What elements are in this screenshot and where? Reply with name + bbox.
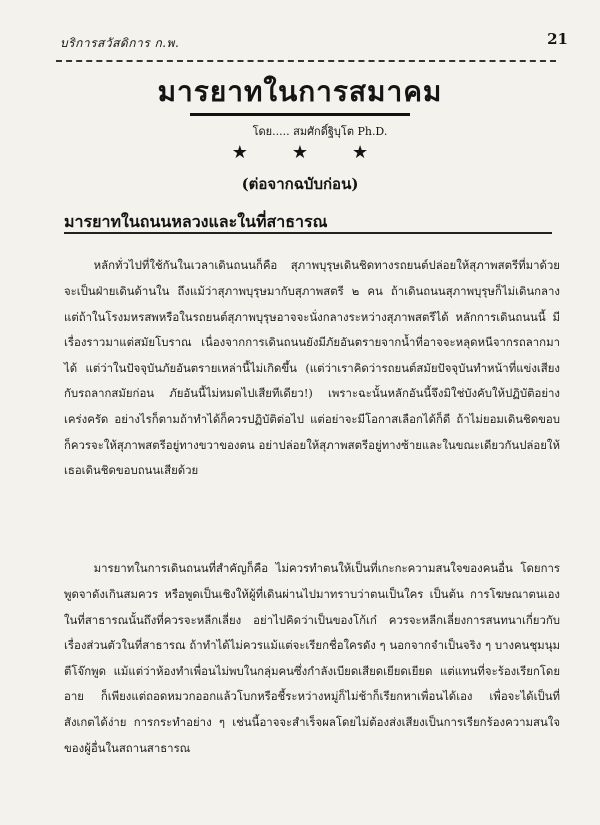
article-byline: โดย..... สมศักดิ์ฐิบุโต Ph.D. <box>252 125 388 138</box>
body-paragraph: มารยาทในการเดินถนนที่สำคัญก็คือ ไม่ควรทำตนให้เป็นที่เกะกะความสนใจของคนอื่น โดยการพูดจาดังเกินสมควร หรือพูดเป็นเชิงให้ผู้ที่เดินผ่านไปมาทราบว่าตนเป็นใคร เป็นต้น การโฆษณาตนเองในที่สาธารณนั้นถึงที่ควรจะหลีกเลี่ยง อย่าไปคิดว่าเป็นของโก้เก๋ ควรจะหลีกเลี่ยงการสนทนาเกี่ยวกับเรื่องส่วนตัวในที่สาธารณ ถ้าทำได้ไม่ควรแม้แต่จะเรียกชื่อใครดัง ๆ นอกจากจำเป็นจริง ๆ บางคนชุมนุมตีโจ๊กพูด แม้แต่ว่าห้องทำเพื่อนไม่พบในกลุ่มคนซึ่งกำลังเบียดเสียดเยียดเยียด แต่แทนที่จะร้องเรียกโดยอาย ก็เพียงแต่ถอดหมวกออกแล้วโบกหรือชี้ระหว่างหมู่ก็ไม่ช้าก็เรียกหาเพื่อนได้เอง เพื่อจะได้เป็นที่สังเกตได้ง่าย การกระทำอย่าง ๆ เช่นนี้อาจจะสำเร็จผลโดยไม่ต้องส่งเสียงเป็นการเรียกร้องความสนใจของผู้อื่นในสถานสาธารณ <box>64 561 560 755</box>
page-number: 21 <box>547 30 568 48</box>
header-rule <box>56 60 556 62</box>
star-divider: ★★★ <box>231 142 413 163</box>
section-rule <box>64 232 552 234</box>
section-heading: มารยาทในถนนหลวงและในที่สาธารณ <box>64 212 328 231</box>
title-underline <box>190 113 410 116</box>
continued-note: (ต่อจากฉบับก่อน) <box>241 175 359 193</box>
running-head: บริการสวัสดิการ ก.พ. <box>60 36 180 50</box>
body-paragraph: หลักทั่วไปที่ใช้กันในเวลาเดินถนนก็คือ สุภาพบุรุษเดินชิดทางรถยนต์ปล่อยให้สุภาพสตรีที่มาด้วยจะเป็นฝ่ายเดินด้านใน ถึงแม้ว่าสุภาพบุรุษมากับสุภาพสตรี ๒ คน ถ้าเดินถนนสุภาพบุรุษก็ไม่เดินกลาง แต่ถ้าในโรงมหรสพหรือในรถยนต์สุภาพบุรุษอาจจะนั่งกลางระหว่างสุภาพสตรีได้ หลักการเดินถนนนี้ มีเรื่องราวมาแต่สมัยโบราณ เนื่องจากการเดินถนนยังมีภัยอันตรายจากน้ำที่อาจจะหลุดหนีจากรถลากมาได้ แต่ว่าในปัจจุบันภัยอันตรายเหล่านี้ไม่เกิดขึ้น (แต่ว่าเราคิดว่ารถยนต์สมัยปัจจุบันทำหน้าที่แข่งเสียงกับรถลากสมัยก่อน ภัยอันนี้ไม่หมดไปเสียทีเดียว!) เพราะฉะนั้นหลักอันนี้จึงมิใช่บังคับให้ปฏิบัติอย่างเคร่งครัด อย่างไรก็ตามถ้าทำได้ก็ควรปฏิบัติต่อไป แต่อย่าจะมีโอกาสเลือกได้ก็ดี ถ้าไม่ยอมเดินชิดขอบ ก็ควรจะให้สุภาพสตรีอยู่ทางขวาของตน อย่าปล่อยให้สุภาพสตรีอยู่ทางซ้ายและในขณะเดียวกันปล่อยให้เธอเดินชิดขอบถนนเสียด้วย <box>64 258 560 478</box>
article-title: มารยาทในการสมาคม <box>157 75 443 108</box>
